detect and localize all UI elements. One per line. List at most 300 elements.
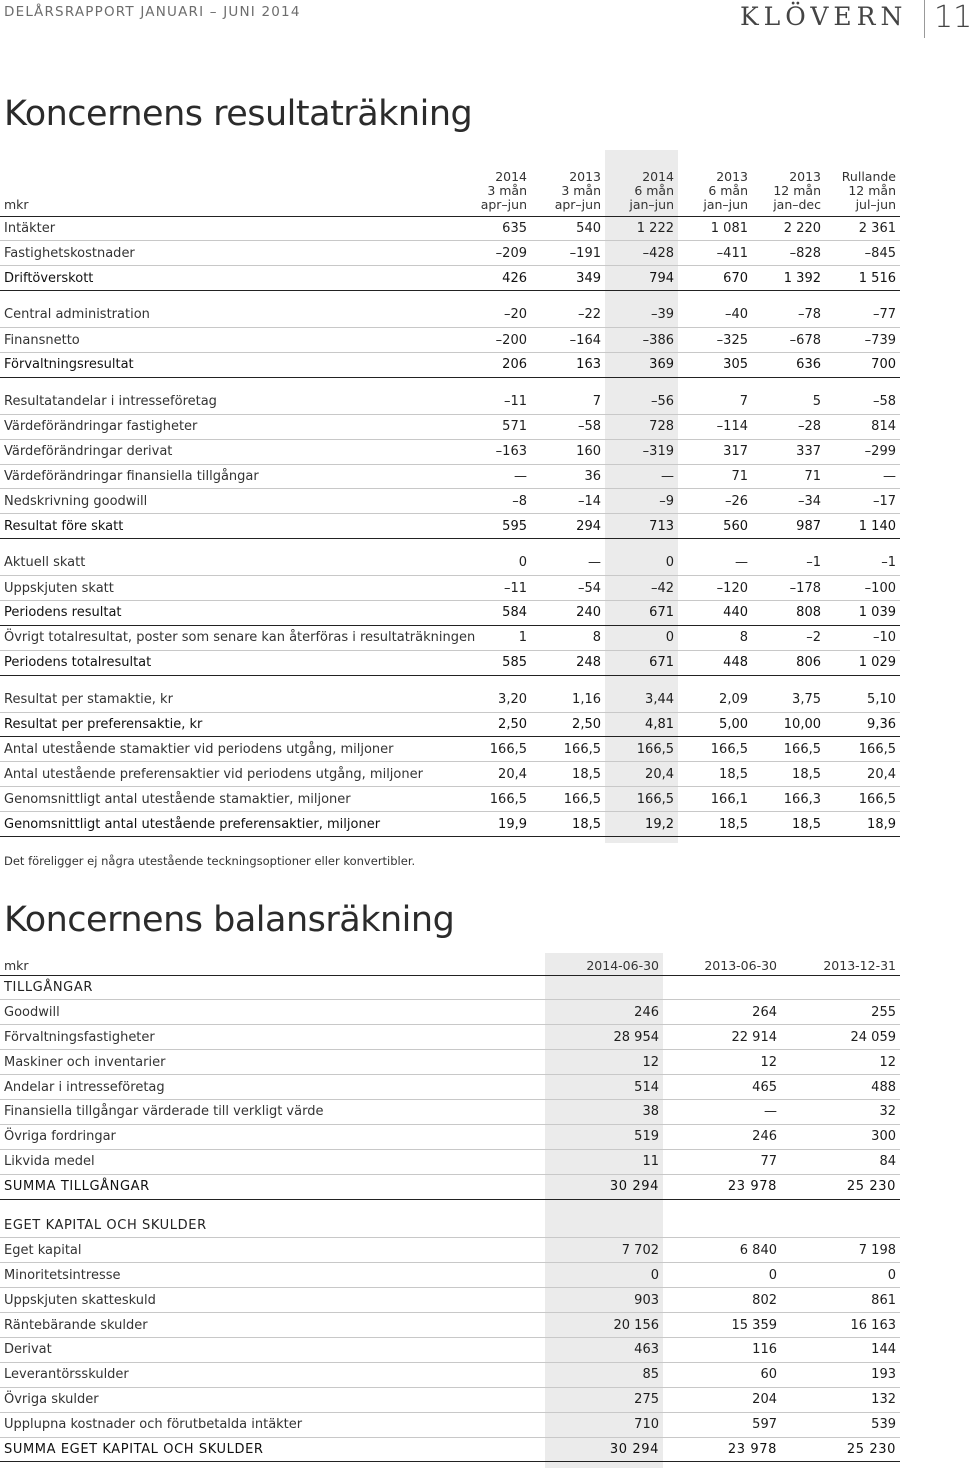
value-cell: 8: [678, 625, 752, 650]
value-cell: 802: [663, 1288, 781, 1313]
value-cell: –9: [605, 489, 678, 514]
value-cell: 519: [545, 1124, 663, 1149]
value-cell: [781, 975, 900, 1000]
balance-sheet-table: [0, 953, 900, 1462]
row-label: Periodens totalresultat: [0, 650, 458, 675]
value-cell: 1,16: [531, 687, 605, 712]
value-cell: 264: [663, 1000, 781, 1025]
value-cell: 85: [545, 1362, 663, 1387]
row-label: Antal utestående stamaktier vid periodens utgång, miljoner: [0, 737, 458, 762]
value-cell: 540: [531, 216, 605, 241]
value-cell: 794: [605, 266, 678, 291]
value-cell: 25 230: [781, 1437, 900, 1462]
value-cell: –386: [605, 328, 678, 353]
column-header-line: 2014: [642, 168, 674, 184]
value-cell: 806: [752, 650, 825, 675]
value-cell: 465: [663, 1075, 781, 1100]
value-cell: –191: [531, 241, 605, 266]
value-cell: 20,4: [605, 762, 678, 787]
value-cell: 426: [458, 266, 531, 291]
column-header-line: jan–jun: [703, 196, 748, 212]
value-cell: 814: [825, 414, 900, 439]
table-row: [0, 1263, 900, 1288]
row-label: Förvaltningsresultat: [0, 352, 458, 377]
value-cell: 987: [752, 514, 825, 539]
value-cell: 132: [781, 1387, 900, 1412]
value-cell: 4,81: [605, 712, 678, 737]
value-cell: 305: [678, 352, 752, 377]
table-row: [0, 303, 900, 328]
value-cell: 585: [458, 650, 531, 675]
value-cell: 488: [781, 1075, 900, 1100]
value-cell: 204: [663, 1387, 781, 1412]
value-cell: –845: [825, 241, 900, 266]
value-cell: 710: [545, 1412, 663, 1437]
column-header: 2013-12-31: [781, 953, 900, 975]
value-cell: 337: [752, 439, 825, 464]
value-cell: 38: [545, 1099, 663, 1124]
value-cell: –739: [825, 328, 900, 353]
column-header: [678, 150, 752, 216]
table-row: [0, 1099, 900, 1124]
column-header-line: 2013: [716, 168, 748, 184]
value-cell: [781, 1213, 900, 1238]
value-cell: 1 392: [752, 266, 825, 291]
value-cell: 18,5: [531, 812, 605, 837]
table-row: [0, 439, 900, 464]
value-cell: 160: [531, 439, 605, 464]
column-header: 2014-06-30: [545, 953, 663, 975]
value-cell: –28: [752, 414, 825, 439]
unit-label: mkr: [0, 150, 458, 216]
column-header-line: 2013: [569, 168, 601, 184]
value-cell: 246: [663, 1124, 781, 1149]
column-header: [752, 150, 825, 216]
row-label: Räntebärande skulder: [0, 1313, 545, 1338]
value-cell: 0: [458, 551, 531, 576]
value-cell: –56: [605, 389, 678, 414]
value-cell: –299: [825, 439, 900, 464]
value-cell: –319: [605, 439, 678, 464]
value-cell: 22 914: [663, 1025, 781, 1050]
total-row: [0, 600, 900, 625]
table-row: [0, 1124, 900, 1149]
column-header-line: 12 mån: [773, 182, 821, 198]
column-header-line: Rullande: [841, 168, 896, 184]
value-cell: 671: [605, 650, 678, 675]
total-row: [0, 352, 900, 377]
value-cell: –26: [678, 489, 752, 514]
column-header: 2013-06-30: [663, 953, 781, 975]
value-cell: 20 156: [545, 1313, 663, 1338]
value-cell: –209: [458, 241, 531, 266]
value-cell: 18,5: [678, 812, 752, 837]
column-header-line: jan–jun: [629, 196, 674, 212]
value-cell: 0: [663, 1263, 781, 1288]
value-cell: 7: [531, 389, 605, 414]
value-cell: 163: [531, 352, 605, 377]
value-cell: –11: [458, 389, 531, 414]
balance-header-row: [0, 953, 900, 975]
value-cell: 28 954: [545, 1025, 663, 1050]
row-label: Likvida medel: [0, 1149, 545, 1174]
value-cell: 2 220: [752, 216, 825, 241]
value-cell: –678: [752, 328, 825, 353]
value-cell: –200: [458, 328, 531, 353]
value-cell: —: [663, 1099, 781, 1124]
value-cell: –39: [605, 303, 678, 328]
value-cell: 18,5: [752, 812, 825, 837]
value-cell: –411: [678, 241, 752, 266]
value-cell: 8: [531, 625, 605, 650]
value-cell: 0: [605, 551, 678, 576]
value-cell: 18,5: [678, 762, 752, 787]
value-cell: 700: [825, 352, 900, 377]
balance-sheet-title: Koncernens balansräkning: [4, 900, 455, 940]
value-cell: –325: [678, 328, 752, 353]
row-label: Periodens resultat: [0, 600, 458, 625]
row-label: Övrigt totalresultat, poster som senare kan återföras i resultaträkningen: [0, 625, 458, 650]
value-cell: 166,5: [825, 787, 900, 812]
value-cell: 166,5: [458, 737, 531, 762]
section-heading-row: [0, 1213, 900, 1238]
row-label: Eget kapital: [0, 1238, 545, 1263]
value-cell: –10: [825, 625, 900, 650]
column-header-line: 12 mån: [848, 182, 896, 198]
value-cell: [545, 1213, 663, 1238]
value-cell: 10,00: [752, 712, 825, 737]
value-cell: 166,3: [752, 787, 825, 812]
value-cell: 5,10: [825, 687, 900, 712]
value-cell: 12: [781, 1050, 900, 1075]
value-cell: 300: [781, 1124, 900, 1149]
row-label: Övriga fordringar: [0, 1124, 545, 1149]
value-cell: 560: [678, 514, 752, 539]
value-cell: 1 039: [825, 600, 900, 625]
value-cell: 2,09: [678, 687, 752, 712]
spacer-cell: [0, 1199, 900, 1213]
value-cell: 595: [458, 514, 531, 539]
row-label: Resultat per stamaktie, kr: [0, 687, 458, 712]
value-cell: –14: [531, 489, 605, 514]
value-cell: 11: [545, 1149, 663, 1174]
total-row: [0, 712, 900, 737]
value-cell: 18,5: [752, 762, 825, 787]
column-header-line: 6 mån: [708, 182, 748, 198]
value-cell: 166,1: [678, 787, 752, 812]
column-header-line: apr–jun: [480, 196, 527, 212]
row-label: Övriga skulder: [0, 1387, 545, 1412]
value-cell: 71: [752, 464, 825, 489]
value-cell: —: [531, 551, 605, 576]
table-row: [0, 1075, 900, 1100]
table-row: [0, 389, 900, 414]
row-label: Aktuell skatt: [0, 551, 458, 576]
value-cell: 166,5: [531, 737, 605, 762]
value-cell: 16 163: [781, 1313, 900, 1338]
row-label: Nedskrivning goodwill: [0, 489, 458, 514]
row-label: Resultat före skatt: [0, 514, 458, 539]
value-cell: 1 081: [678, 216, 752, 241]
value-cell: –78: [752, 303, 825, 328]
value-cell: 636: [752, 352, 825, 377]
value-cell: –8: [458, 489, 531, 514]
total-row: [0, 812, 900, 837]
value-cell: 1: [458, 625, 531, 650]
value-cell: 671: [605, 600, 678, 625]
spacer-cell: [0, 291, 900, 303]
total-row: [0, 514, 900, 539]
value-cell: 30 294: [545, 1437, 663, 1462]
column-header-line: jul–jun: [855, 196, 896, 212]
table-row: [0, 1050, 900, 1075]
unit-label: mkr: [0, 953, 545, 975]
column-header-line: apr–jun: [554, 196, 601, 212]
value-cell: 36: [531, 464, 605, 489]
column-header: [458, 150, 531, 216]
value-cell: 1 516: [825, 266, 900, 291]
value-cell: 7 702: [545, 1238, 663, 1263]
value-cell: 166,5: [605, 787, 678, 812]
income-statement-title: Koncernens resultaträkning: [4, 94, 473, 134]
table-row: [0, 1149, 900, 1174]
header-divider: [924, 0, 925, 38]
value-cell: 440: [678, 600, 752, 625]
value-cell: 861: [781, 1288, 900, 1313]
value-cell: 12: [663, 1050, 781, 1075]
value-cell: –54: [531, 576, 605, 601]
value-cell: 2,50: [458, 712, 531, 737]
value-cell: 18,9: [825, 812, 900, 837]
column-header-line: 6 mån: [634, 182, 674, 198]
table-row: [0, 787, 900, 812]
value-cell: –58: [825, 389, 900, 414]
row-label: Leverantörsskulder: [0, 1362, 545, 1387]
value-cell: —: [605, 464, 678, 489]
row-label: Genomsnittligt antal utestående stamaktier, miljoner: [0, 787, 458, 812]
row-label: Värdeförändringar fastigheter: [0, 414, 458, 439]
total-row: [0, 650, 900, 675]
value-cell: 728: [605, 414, 678, 439]
row-label: Minoritetsintresse: [0, 1263, 545, 1288]
value-cell: 670: [678, 266, 752, 291]
value-cell: 713: [605, 514, 678, 539]
value-cell: 71: [678, 464, 752, 489]
value-cell: –77: [825, 303, 900, 328]
value-cell: 317: [678, 439, 752, 464]
row-label: SUMMA EGET KAPITAL OCH SKULDER: [0, 1437, 545, 1462]
column-header: [605, 150, 678, 216]
total-row: [0, 1174, 900, 1199]
row-label: Förvaltningsfastigheter: [0, 1025, 545, 1050]
row-label: Derivat: [0, 1337, 545, 1362]
value-cell: 77: [663, 1149, 781, 1174]
value-cell: 448: [678, 650, 752, 675]
value-cell: 15 359: [663, 1313, 781, 1338]
row-label: Maskiner och inventarier: [0, 1050, 545, 1075]
value-cell: 2 361: [825, 216, 900, 241]
row-label: TILLGÅNGAR: [0, 975, 545, 1000]
table-row: [0, 216, 900, 241]
value-cell: –1: [752, 551, 825, 576]
value-cell: 6 840: [663, 1238, 781, 1263]
spacer-row: [0, 377, 900, 389]
value-cell: –114: [678, 414, 752, 439]
income-header-row: [0, 150, 900, 216]
value-cell: 30 294: [545, 1174, 663, 1199]
table-row: [0, 687, 900, 712]
value-cell: 635: [458, 216, 531, 241]
value-cell: 1 140: [825, 514, 900, 539]
row-label: Driftöverskott: [0, 266, 458, 291]
value-cell: –20: [458, 303, 531, 328]
value-cell: 166,5: [458, 787, 531, 812]
value-cell: –22: [531, 303, 605, 328]
spacer-cell: [0, 539, 900, 551]
value-cell: 116: [663, 1337, 781, 1362]
value-cell: 571: [458, 414, 531, 439]
row-label: Upplupna kostnader och förutbetalda intäkter: [0, 1412, 545, 1437]
table-row: [0, 1025, 900, 1050]
table-row: [0, 1288, 900, 1313]
value-cell: 144: [781, 1337, 900, 1362]
value-cell: 5,00: [678, 712, 752, 737]
table-row: [0, 241, 900, 266]
value-cell: 20,4: [458, 762, 531, 787]
value-cell: –178: [752, 576, 825, 601]
value-cell: –17: [825, 489, 900, 514]
row-label: EGET KAPITAL OCH SKULDER: [0, 1213, 545, 1238]
table-row: [0, 1362, 900, 1387]
value-cell: 514: [545, 1075, 663, 1100]
row-label: Finansnetto: [0, 328, 458, 353]
column-header-line: 3 mån: [561, 182, 601, 198]
row-label: Finansiella tillgångar värderade till verkligt värde: [0, 1099, 545, 1124]
value-cell: 25 230: [781, 1174, 900, 1199]
value-cell: 5: [752, 389, 825, 414]
table-row: [0, 625, 900, 650]
value-cell: 255: [781, 1000, 900, 1025]
value-cell: –40: [678, 303, 752, 328]
row-label: Uppskjuten skatteskuld: [0, 1288, 545, 1313]
row-label: Värdeförändringar derivat: [0, 439, 458, 464]
value-cell: 369: [605, 352, 678, 377]
value-cell: –163: [458, 439, 531, 464]
spacer-row: [0, 1199, 900, 1213]
table-row: [0, 762, 900, 787]
value-cell: 9,36: [825, 712, 900, 737]
table-row: [0, 1412, 900, 1437]
value-cell: [663, 975, 781, 1000]
value-cell: 246: [545, 1000, 663, 1025]
value-cell: 7 198: [781, 1238, 900, 1263]
income-statement-table-wrap: [0, 150, 900, 837]
row-label: Andelar i intresseföretag: [0, 1075, 545, 1100]
value-cell: 23 978: [663, 1174, 781, 1199]
row-label: Resultatandelar i intresseföretag: [0, 389, 458, 414]
column-header-line: 3 mån: [487, 182, 527, 198]
value-cell: 584: [458, 600, 531, 625]
column-header: [825, 150, 900, 216]
value-cell: –828: [752, 241, 825, 266]
value-cell: 0: [781, 1263, 900, 1288]
value-cell: –164: [531, 328, 605, 353]
value-cell: [545, 975, 663, 1000]
value-cell: 24 059: [781, 1025, 900, 1050]
value-cell: —: [825, 464, 900, 489]
value-cell: –58: [531, 414, 605, 439]
spacer-row: [0, 291, 900, 303]
value-cell: 193: [781, 1362, 900, 1387]
table-row: [0, 551, 900, 576]
section-heading-row: [0, 975, 900, 1000]
table-row: [0, 489, 900, 514]
value-cell: —: [678, 551, 752, 576]
value-cell: 166,5: [678, 737, 752, 762]
spacer-cell: [0, 675, 900, 687]
value-cell: 275: [545, 1387, 663, 1412]
row-label: Intäkter: [0, 216, 458, 241]
value-cell: 240: [531, 600, 605, 625]
value-cell: –120: [678, 576, 752, 601]
value-cell: –428: [605, 241, 678, 266]
value-cell: 206: [458, 352, 531, 377]
column-header-line: jan–dec: [773, 196, 821, 212]
page-number: 11: [934, 0, 972, 35]
spacer-cell: [0, 377, 900, 389]
value-cell: 166,5: [752, 737, 825, 762]
table-row: [0, 414, 900, 439]
value-cell: 349: [531, 266, 605, 291]
value-cell: –2: [752, 625, 825, 650]
table-row: [0, 1000, 900, 1025]
value-cell: 903: [545, 1288, 663, 1313]
value-cell: 597: [663, 1412, 781, 1437]
value-cell: 463: [545, 1337, 663, 1362]
column-header-line: 2013: [789, 168, 821, 184]
value-cell: 166,5: [825, 737, 900, 762]
value-cell: –42: [605, 576, 678, 601]
value-cell: 18,5: [531, 762, 605, 787]
value-cell: —: [458, 464, 531, 489]
row-label: Antal utestående preferensaktier vid periodens utgång, miljoner: [0, 762, 458, 787]
value-cell: 1 029: [825, 650, 900, 675]
report-header: DELÅRSRAPPORT JANUARI – JUNI 2014: [4, 4, 301, 20]
value-cell: 60: [663, 1362, 781, 1387]
value-cell: 3,20: [458, 687, 531, 712]
income-footnote: Det föreligger ej några utestående teckningsoptioner eller konvertibler.: [4, 854, 416, 868]
income-statement-table: [0, 150, 900, 837]
value-cell: 20,4: [825, 762, 900, 787]
table-row: [0, 737, 900, 762]
balance-sheet-table-wrap: [0, 953, 900, 1462]
column-header-line: 2014: [495, 168, 527, 184]
value-cell: 12: [545, 1050, 663, 1075]
table-row: [0, 328, 900, 353]
value-cell: 32: [781, 1099, 900, 1124]
value-cell: –11: [458, 576, 531, 601]
column-header: [531, 150, 605, 216]
row-label: Uppskjuten skatt: [0, 576, 458, 601]
table-row: [0, 1337, 900, 1362]
value-cell: 7: [678, 389, 752, 414]
value-cell: 294: [531, 514, 605, 539]
brand-logo: KLÖVERN: [740, 2, 908, 31]
row-label: Resultat per preferensaktie, kr: [0, 712, 458, 737]
table-row: [0, 1313, 900, 1338]
value-cell: –34: [752, 489, 825, 514]
value-cell: 539: [781, 1412, 900, 1437]
